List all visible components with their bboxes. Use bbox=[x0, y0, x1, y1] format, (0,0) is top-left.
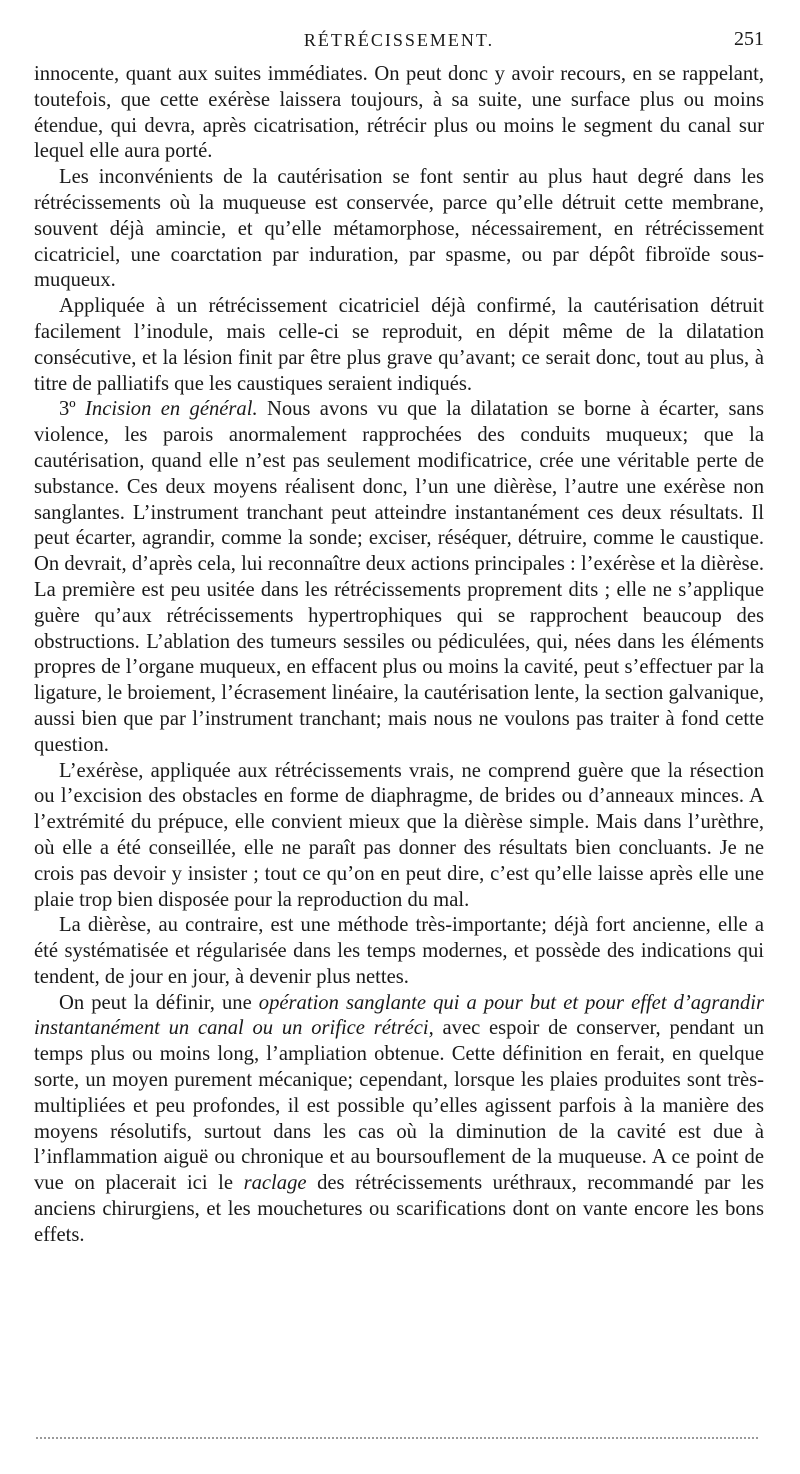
bottom-rule bbox=[36, 1437, 758, 1439]
definition-text-b: avec espoir de conserver, pendant un temps plus ou moins long, l’ampliation obtenue. Cette définition en ferait, en quelque sorte, un moyen purement mécanique; cependant, lorsque les plaies produites sont très-multipliées et peu profondes, il est possible qu’elles agissent parfois à la manière des moyens résolutifs, surtout dans les cas où la diminution de la cavité est due à l’inflammation aiguë ou chronique et au boursouflement de la muqueuse. A ce point de vue on placerait ici le bbox=[34, 1017, 764, 1195]
paragraph-incision-text: Nous avons vu que la dilatation se borne à écarter, sans violence, les parois anormalement rapprochées des conduits muqueux; que la cautérisation, quand elle n’est pas seulement modificatrice, crée une véritable perte de substance. Ces deux moyens réalisent donc, l’un une dièrèse, l’autre une exérèse non sanglantes. L’instrument tranchant peut atteindre instantanément ces deux résultats. Il peut écarter, agrandir, comme la sonde; exciser, réséquer, détruire, comme le caustique. On devrait, d’après cela, lui reconnaître deux actions principales : l’exérèse et la dièrèse. La première est peu usitée dans les rétrécissements proprement dits ; elle ne s’applique guère qu’aux rétrécissements hypertrophiques qui se rapprochent beaucoup des obstructions. L’ablation des tumeurs sessiles ou pédiculées, qui, nées dans les éléments propres de l’organe muqueux, en effacent plus ou moins la cavité, peut s’effectuer par la ligature, le broiement, l’écrasement linéaire, la cautérisation lente, la section galvanique, aussi bien que par l’instrument tranchant; mais nous ne voulons pas traiter à fond cette question. bbox=[34, 398, 764, 756]
section-number: 3º bbox=[59, 398, 76, 421]
paragraph-definition bbox=[34, 991, 764, 1249]
paragraph-incision bbox=[34, 397, 764, 758]
paragraph-cauterisation-cicatriciel: Appliquée à un rétrécissement cicatriciel déjà confirmé, la cautérisation détruit facilement l’inodule, mais celle-ci se reproduit, en dépit même de la dilatation consécutive, et la lésion finit par être plus grave qu’avant; ce serait donc, tout au plus, à titre de palliatifs que les caustiques seraient indiqués. bbox=[34, 295, 764, 395]
running-title: RÉTRÉCISSEMENT. bbox=[303, 30, 495, 50]
paragraph-dierese: La dièrèse, au contraire, est une méthode très-importante; déjà fort ancienne, elle a été systématisée et régularisée dans les temps modernes, et possède des indications qui tendent, de jour en jour, à devenir plus nettes. bbox=[34, 914, 764, 988]
paragraph-continued: innocente, quant aux suites immédiates. On peut donc y avoir recours, en se rappelant, toutefois, que cette exérèse laissera toujours, à sa suite, une surface plus ou moins étendue, qui devra, après cicatrisation, rétrécir plus ou moins le segment du canal sur lequel elle aura porté. bbox=[34, 63, 764, 163]
running-head bbox=[34, 26, 764, 56]
paragraph-exerese: L’exérèse, appliquée aux rétrécissements vrais, ne comprend guère que la résection ou l’excision des obstacles en forme de diaphragme, de brides ou d’anneaux minces. A l’extrémité du prépuce, elle convient mieux que la dièrèse simple. Mais dans l’urèthre, où elle a été conseillée, elle ne paraît pas donner des résultats bien concluants. Je ne crois pas devoir y insister ; tout ce qu’on en peut dire, c’est qu’elle laisse après elle une plaie trop bien disposée pour la reproduction du mal. bbox=[34, 759, 764, 911]
paragraph-cauterisation-inconvenients: Les inconvénients de la cautérisation se font sentir au plus haut degré dans les rétrécissements où la muqueuse est conservée, parce qu’elle détruit cette membrane, souvent déjà amincie, et qu’elle métamorphose, nécessairement, en rétrécissement cicatriciel, une coarctation par induration, par spasme, ou par dépôt fibroïde sous-muqueux. bbox=[34, 166, 764, 292]
definition-text-a: On peut la définir, une bbox=[59, 991, 252, 1014]
page-number: 251 bbox=[734, 28, 764, 50]
body-text bbox=[34, 62, 764, 1249]
raclage-italic: raclage bbox=[243, 1172, 307, 1195]
definition-text-c: des rétrécissements uréthraux, recommandé par les anciens chirurgiens, et les mouchetures ou scarifications dont on vante encore les bons effets. bbox=[34, 1172, 764, 1246]
definition-italic: opération sanglante qui a pour but et pour effet d’agrandir instantanément un canal ou un orifice rétréci, bbox=[34, 991, 764, 1040]
section-heading: Incision en général. bbox=[85, 398, 258, 421]
